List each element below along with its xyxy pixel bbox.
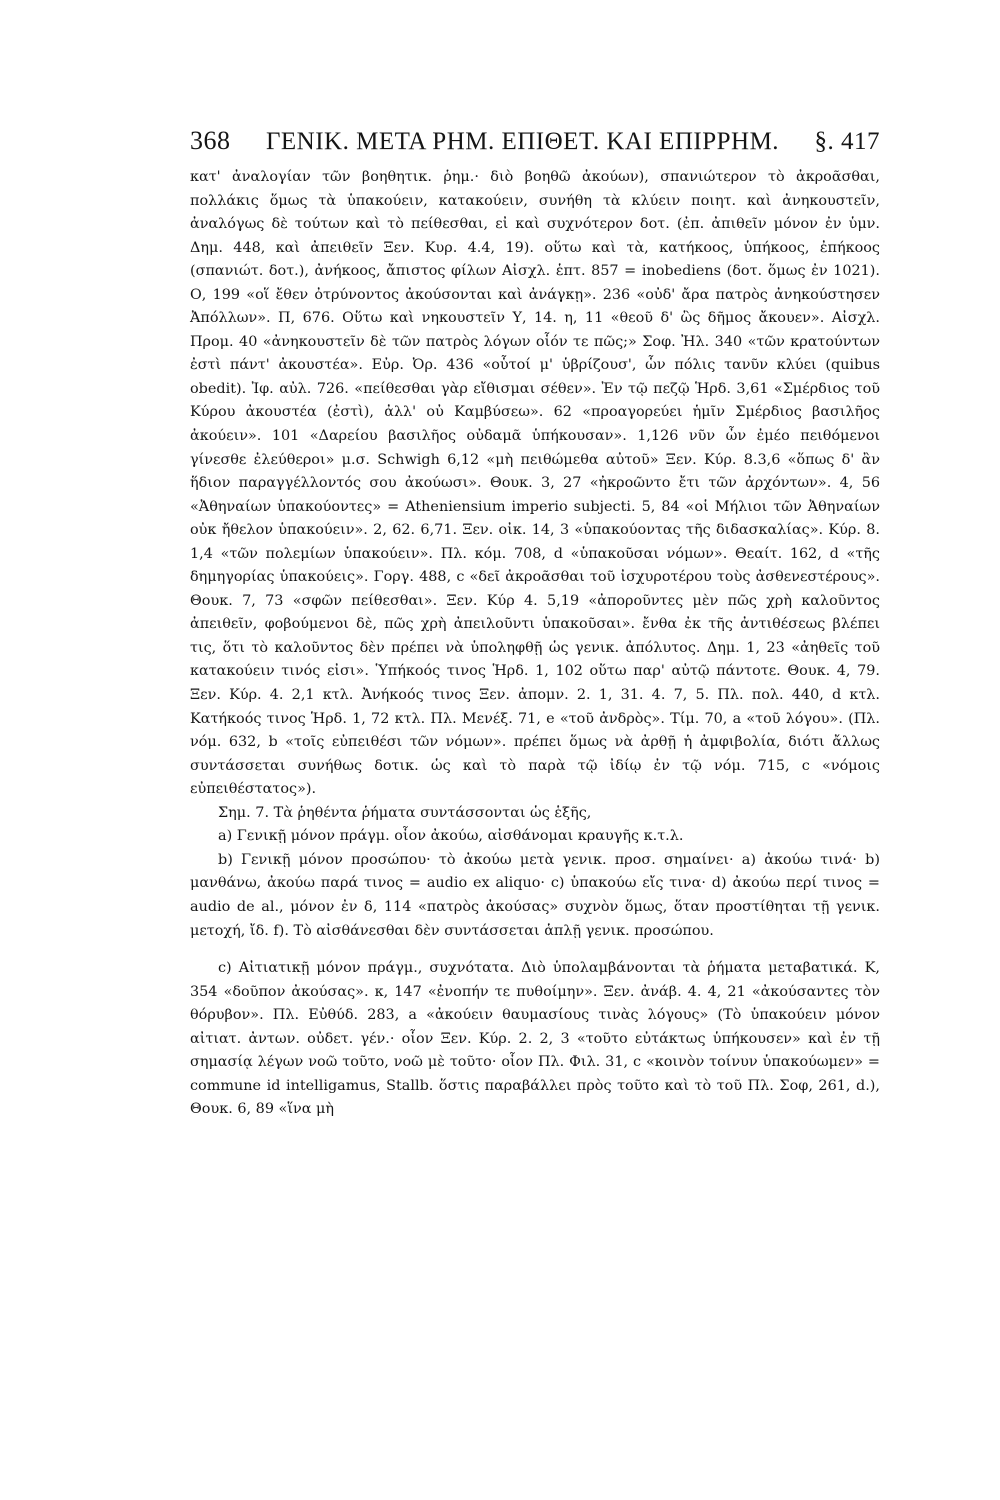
running-header	[190, 126, 880, 156]
paragraph-main: κατ' ἀναλογίαν τῶν βοηθητικ. ῥημ.· διὸ βοηθῶ ἀκούων), σπανιώτερον τὸ ἀκροᾶσθαι, πολλάκις ὅμως τὰ ὑπακούειν, κατακούειν, συνήθη τὰ κλύειν ποιητ. καὶ ἀνηκουστεῖν, ἀναλόγως δὲ τούτων καὶ τὸ πείθεσθαι, εἰ καὶ συχνότερον δοτ. (ἐπ. ἀπιθεῖν μόνον ἐν ὑμν. Δημ. 448, καὶ ἀπειθεῖν Ξεν. Κυρ. 4.4, 19). οὕτω καὶ τὰ, κατήκοος, ὑπήκοος, ἐπήκοος (σπανιώτ. δοτ.), ἀνήκοος, ἄπιστος φίλων Αἰσχλ. ἑπτ. 857 = inobediens (δοτ. ὅμως ἐν 1021). Ο, 199 «οἵ ἔθεν ὀτρύνοντος ἀκούσονται καὶ ἀνάγκῃ». 236 «οὐδ' ἄρα πατρὸς ἀνηκούστησεν Ἀπόλλων». Π, 676. Οὕτω καὶ νηκουστεῖν Υ, 14. η, 11 «θεοῦ δ' ὣς δῆμος ἄκουεν». Αἰσχλ. Προμ. 40 «ἀνηκουστεῖν δὲ τῶν πατρὸς λόγων οἷόν τε πῶς;» Σοφ. Ἠλ. 340 «τῶν κρατούντων ἐστὶ πάντ' ἀκουστέα». Εὐρ. Ὀρ. 436 «οὗτοί μ' ὑβρίζουσ', ὧν πόλις τανῦν κλύει (quibus obedit). Ἰφ. αὐλ. 726. «πείθεσθαι γὰρ εἴθισμαι σέθεν». Ἐν τῷ πεζῷ Ἡρδ. 3,61 «Σμέρδιος τοῦ Κύρου ἀκουστέα (ἐστὶ), ἀλλ' οὐ Καμβύσεω». 62 «προαγορεύει ἡμῖν Σμέρδιος βασιλῆος ἀκούειν». 101 «Δαρείου βασιλῆος οὐδαμᾶ ὑπήκουσαν». 1,126 νῦν ὦν ἐμέο πειθόμενοι γίνεσθε ἐλεύθεροι» μ.σ. Schwigh 6,12 «μὴ πειθώμεθα αὐτοῦ» Ξεν. Κύρ. 8.3,6 «ὅπως δ' ἂν ἥδιον παραγγέλλοντός σου ἀκούωσι». Θουκ. 3, 27 «ἠκροῶντο ἔτι τῶν ἀρχόντων». 4, 56 «Ἀθηναίων ὑπακούοντες» = Atheniensium imperio subjecti. 5, 84 «οἱ Μήλιοι τῶν Ἀθηναίων οὐκ ἤθελον ὑπακούειν». 2, 62. 6,71. Ξεν. οἰκ. 14, 3 «ὑπακούοντας τῆς διδασκαλίας». Κύρ. 8. 1,4 «τῶν πολεμίων ὑπακούειν». Πλ. κόμ. 708, d «ὑπακοῦσαι νόμων». Θεαίτ. 162, d «τῆς δημηγορίας ὑπακούεις». Γοργ. 488, c «δεῖ ἀκροᾶσθαι τοῦ ἰσχυροτέρου τοὺς ἀσθενεστέρους». Θουκ. 7, 73 «σφῶν πείθεσθαι». Ξεν. Κύρ 4. 5,19 «ἀποροῦντες μὲν πῶς χρὴ καλοῦντος ἀπειθεῖν, φοβούμενοι δὲ, πῶς χρὴ ἀπειλοῦντι ὑπακοῦσαι». ἔνθα ἐκ τῆς ἀντιθέσεως βλέπει τις, ὅτι τὸ καλοῦντος δὲν πρέπει νὰ ὑποληφθῇ ὡς γενικ. ἀπόλυτος. Δημ. 1, 23 «ἀηθεῖς τοῦ κατακούειν τινός εἰσι». Ὑπήκοός τινος Ἡρδ. 1, 102 οὕτω παρ' αὐτῷ πάντοτε. Θουκ. 4, 79. Ξεν. Κύρ. 4. 2,1 κτλ. Ἀνήκοός τινος Ξεν. ἀπομν. 2. 1, 31. 4. 7, 5. Πλ. πολ. 440, d κτλ. Κατήκοός τινος Ἡρδ. 1, 72 κτλ. Πλ. Μενέξ. 71, e «τοῦ ἀνδρὸς». Τίμ. 70, a «τοῦ λόγου». (Πλ. νόμ. 632, b «τοῖς εὐπειθέσι τῶν νόμων». πρέπει ὅμως νὰ ἀρθῇ ἡ ἀμφιβολία, διότι ἄλλως συντάσσεται συνήθως δοτικ. ὡς καὶ τὸ παρὰ τῷ ἰδίῳ ἐν τῷ νόμ. 715, c «νόμοις εὐπειθέστατος»).	[190, 169, 880, 798]
body-text	[190, 166, 880, 1122]
book-page	[190, 126, 880, 1122]
paragraph-item-a: a) Γενικῇ μόνον πράγμ. οἷον ἀκούω, αἰσθάνομαι κραυγῆς κ.τ.λ.	[218, 828, 684, 845]
running-title: ΓΕΝΙΚ. ΜΕΤΑ ΡΗΜ. ΕΠΙΘΕΤ. ΚΑΙ ΕΠΙΡΡΗΜ.	[265, 128, 780, 155]
paragraph-item-b: b) Γενικῇ μόνον προσώπου· τὸ ἀκούω μετὰ γενικ. προσ. σημαίνει· a) ἀκούω τινά· b) μανθάνω, ἀκούω παρά τινος = audio ex aliquo· c) ὑπακούω εἴς τινα· d) ἀκούω περί τινος = audio de al., μόνον ἐν δ, 114 «πατρὸς ἀκούσας» συχνὸν ὅμως, ὅταν προστίθηται τῇ γενικ. μετοχή, ἴδ. f). Τὸ αἰσθάνεσθαι δὲν συντάσσεται ἁπλῇ γενικ. προσώπου.	[190, 851, 880, 939]
page-number: 368	[190, 126, 231, 155]
paragraph-item-c: c) Αἰτιατικῇ μόνον πράγμ., συχνότατα. Διὸ ὑπολαμβάνονται τὰ ῥήματα μεταβατικά. Κ, 354 «δοῦπον ἀκούσας». κ, 147 «ἐνοπήν τε πυθοίμην». Ξεν. ἀνάβ. 4. 4, 21 «ἀκούσαντες τὸν θόρυβον». Πλ. Εὐθύδ. 283, a «ἀκούειν θαυμασίους τινὰς λόγους» (Τὸ ὑπακούειν μόνον αἰτιατ. ἀντων. οὐδετ. γέν.· οἷον Ξεν. Κύρ. 2. 2, 3 «τοῦτο εὐτάκτως ὑπήκουσεν» καὶ ἐν τῇ σημασίᾳ λέγων νοῶ τοῦτο, νοῶ μὲ τοῦτο· οἷον Πλ. Φιλ. 31, c «κοινὸν τοίνυν ὑπακούωμεν» = commune id intelligamus, Stallb. ὅστις παραβάλλει πρὸς τοῦτο καὶ τὸ τοῦ Πλ. Σοφ, 261, d.), Θουκ. 6, 89 «ἵνα μὴ	[190, 960, 880, 1118]
paragraph-note-7: Σημ. 7. Τὰ ῥηθέντα ῥήματα συντάσσονται ὡς ἑξῆς,	[218, 804, 592, 821]
section-number: §. 417	[814, 128, 880, 155]
